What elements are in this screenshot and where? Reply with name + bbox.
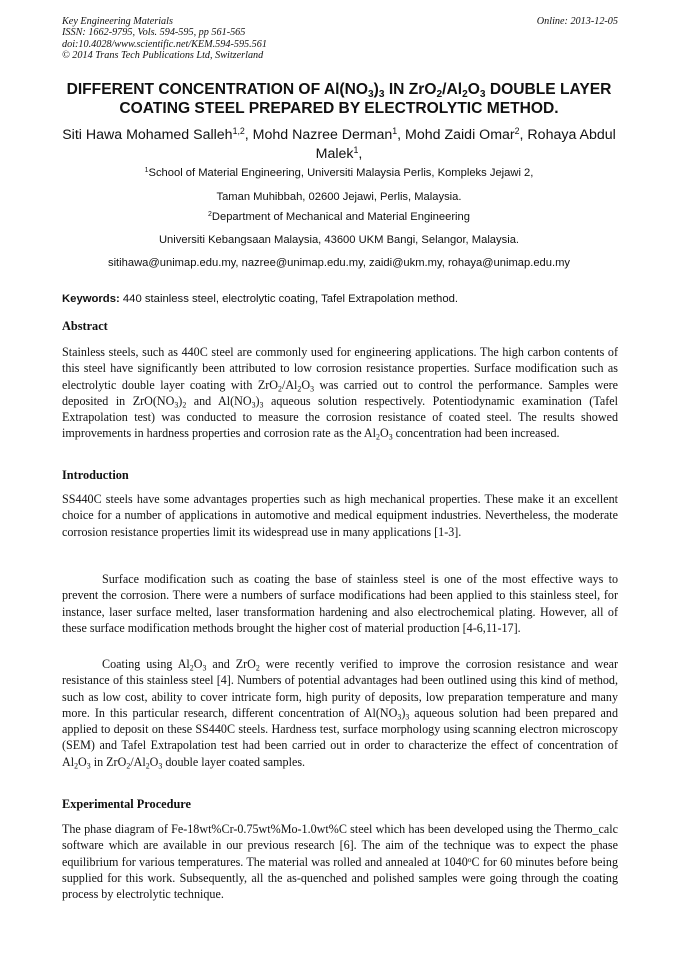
keywords-text: 440 stainless steel, electrolytic coating, Tafel Extrapolation method.	[119, 293, 459, 305]
affiliation-2-line-1: $^2$Department of Mechanical and Material Engineering	[208, 211, 470, 223]
introduction-heading: Introduction	[62, 468, 129, 482]
experimental-procedure-heading: Experimental Procedure	[62, 797, 191, 811]
affiliation-1-line-1: $^1$School of Material Engineering, Universiti Malaysia Perlis, Kompleks Jejawi 2,	[144, 167, 534, 179]
keywords	[62, 293, 618, 306]
issn-line: ISSN: 1662-9795, Vols. 594-595, pp 561-565	[62, 27, 246, 39]
paper-title: DIFFERENT CONCENTRATION OF $Al(NO_3)_3$ IN $ZrO_2/Al_2O_3$ DOUBLE LAYER COATING STEEL PREPARED BY ELECTROLYTIC METHOD.	[66, 81, 612, 117]
copyright-line: © 2014 Trans Tech Publications Ltd, Switzerland	[62, 50, 264, 62]
introduction-paragraph-2: Surface modification such as coating the base of stainless steel is one of the most effective ways to prevent the corrosion. There were a numbers of surface modifications had been applied to this stainless steel, for instance, laser surface melted, laser transformation hardening and also electrochemical plating. However, all of these surface modification methods brought the higher cost of material production [4-6,11-17].	[62, 572, 618, 635]
keywords-label: Keywords:	[62, 293, 120, 305]
abstract-body: Stainless steels, such as 440C steel are commonly used for engineering applications. The high carbon contents of this steel have significantly been attributed to low corrosion resistance properties. Surface modification such as electrolytic double layer coating with $ZrO_2/Al_2O_3$ was carried out to control the performance. Samples were deposited in $ZrO(NO_3)_2$ and $Al(NO_3)_3$ aqueous solution respectively. Potentiodynamic examination (Tafel Extrapolation test) was conducted to measure the corrosion resistance of coated steel. The results showed improvements in hardness properties and corrosion rate as the $Al_2O_3$ concentration had been increased.	[62, 345, 619, 442]
affiliation-2-line-2: Universiti Kebangsaan Malaysia, 43600 UKM Bangi, Selangor, Malaysia.	[158, 234, 520, 246]
introduction-paragraph-1: SS440C steels have some advantages properties such as high mechanical properties. These make it an excellent choice for a number of applications in automotive and medical equipment industries. Nevertheless, the moderate corrosion resistance properties limit its widespread use in many applications [1-3].	[62, 492, 618, 539]
abstract-heading: Abstract	[62, 319, 108, 333]
author-emails: sitihawa@unimap.edu.my, nazree@unimap.edu.my, zaidi@ukm.my, rohaya@unimap.edu.my	[107, 257, 571, 269]
online-date: Online: 2013-12-05	[536, 16, 618, 27]
experimental-procedure-paragraph: The phase diagram of Fe-18wt%Cr-0.75wt%Mo-1.0wt%C steel which has been developed using the Thermo_calc software which are available in our previous research [6]. The aim of the technique was to expect the phase equilibrium for various temperatures. The material was rolled and annealed at 1040$^o$C for 60 minutes before being supplied for this work. Subsequently, all the as-quenched and polished samples were going through the coating process by electrolytic technique.	[62, 822, 618, 902]
journal-name: Key Engineering Materials	[62, 16, 173, 27]
doi-line: doi:10.4028/www.scientific.net/KEM.594-595.561	[62, 38, 267, 50]
affiliation-1-line-2: Taman Muhibbah, 02600 Jejawi, Perlis, Malaysia.	[216, 191, 462, 203]
introduction-paragraph-3: Coating using $Al_2O_3$ and ZrO$_2$ were recently verified to improve the corrosion resistance and wear resistance of this stainless steel [4]. Numbers of potential advantages had been outlined using this kind of method, such as low cost, ability to cover intricate form, high purity of deposits, low preparation temperature and many more. In this particular research, different concentration of $Al(NO_3)_3$ aqueous solution had been prepared and applied to deposit on these SS440C steels. Hardness test, surface morphology using scanning electron microscopy (SEM) and Tafel Extrapolation test had been carried out in order to characterize the effect of concentration of $Al_2O_3$ in $ZrO_2/Al_2O_3$ double layer coated samples.	[62, 657, 619, 771]
journal-header	[62, 16, 618, 62]
author-list: Siti Hawa Mohamed Salleh$^{1,2}$, Mohd Nazree Derman$^1$, Mohd Zaidi Omar$^2$, Rohaya Abdul Malek$^1$,	[62, 126, 616, 162]
